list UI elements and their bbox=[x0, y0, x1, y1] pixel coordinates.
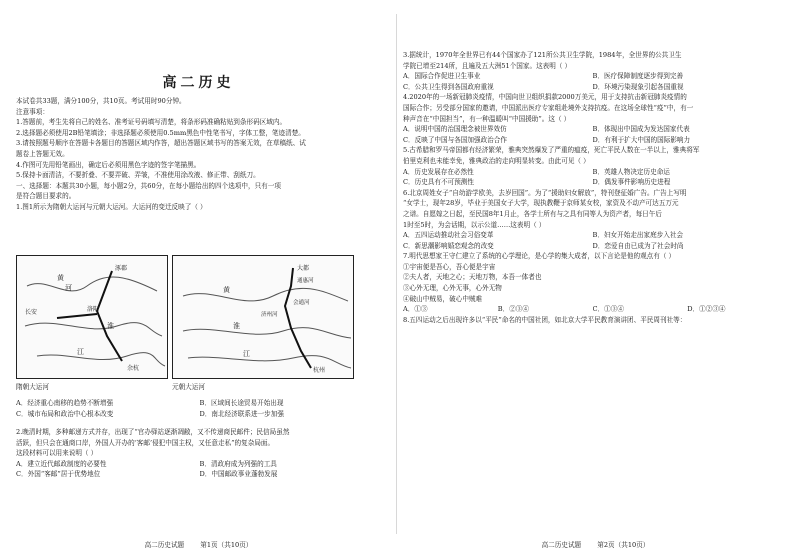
question-line: 6.北京周姓女子“自幼游学欧美，去岁回国”。为了“援助妇女解放”，特刊登征婚广告。广告上写明 bbox=[403, 188, 687, 197]
map-caption: 元朝大运河 bbox=[172, 383, 205, 391]
option: A．①③ bbox=[403, 305, 428, 314]
option-row bbox=[16, 398, 383, 409]
footer-page-number: 第2页（共10页） bbox=[597, 541, 650, 549]
question-line: 伯里克利也未能幸免，雅典政治的走向明显转变。由此可见（ ） bbox=[403, 156, 590, 165]
canal-maps bbox=[16, 255, 384, 393]
option: C．外国“客邮”居于优势地位 bbox=[16, 470, 101, 479]
map-caption: 隋朝大运河 bbox=[16, 383, 49, 391]
page-footer bbox=[397, 539, 794, 549]
map-label: 黄 bbox=[223, 286, 230, 294]
option: D．①②③④ bbox=[687, 305, 726, 314]
option: D．有利于扩大中国的国际影响力 bbox=[592, 135, 691, 144]
question-line: 活跃，但只会在通商口岸，外国人开办的‘客邮’侵犯中国主权，又任意走私”的复杂局面。 bbox=[16, 438, 275, 447]
right-questions bbox=[397, 50, 794, 325]
map-label: 洛阳 bbox=[87, 306, 100, 313]
question-line: ③心外无理，心外无事，心外无物 bbox=[403, 284, 502, 293]
question-line: 5.古希腊和罗马帝国都有经济繁荣，雅典突然爆发了严重的瘟疫，死亡平民人数在一半以上，雅典将军 bbox=[403, 146, 700, 155]
map-label: 涿郡 bbox=[115, 265, 128, 272]
question-line: 4.2020年的一场新冠肺炎疫情，中国向世卫组织捐款2000万美元，用于支持抗击新冠肺炎疫情的 bbox=[403, 93, 687, 102]
intro-line: 本试卷共33题，满分100分，共10页。考试用时90分钟。 bbox=[16, 97, 186, 105]
option-row bbox=[403, 230, 782, 241]
option: B．体现出中国成为发达国家代表 bbox=[592, 125, 690, 134]
option-row bbox=[403, 167, 782, 178]
option: D．中国邮政事业蓬勃发展 bbox=[199, 470, 278, 479]
question-line: 种声音在“中国担当”，有一种温暖叫“中国援助”。这（ ） bbox=[403, 114, 571, 123]
option-row bbox=[16, 459, 383, 470]
option-row bbox=[403, 241, 782, 252]
question-1-options bbox=[0, 398, 397, 419]
option: C．历史具有不可预测性 bbox=[403, 178, 474, 187]
question-line: 2.晚清时期，多种邮递方式并存，出现了“官办驿站逐渐凋敝，又不传递商民邮件；民信局虽然 bbox=[16, 428, 290, 436]
question-line: 这段材料可以用来说明（ ） bbox=[16, 449, 98, 458]
footer-page-number: 第1页（共10页） bbox=[200, 541, 253, 549]
map-label: 江 bbox=[77, 348, 84, 356]
map-label: 大都 bbox=[297, 265, 310, 272]
footer-title: 高二历史试题 bbox=[144, 541, 185, 549]
exam-instructions bbox=[0, 96, 397, 213]
option: B．区域间长途贸易开始出现 bbox=[199, 399, 284, 407]
option: D．南北经济联系进一步加强 bbox=[199, 409, 284, 418]
map-label: 淮 bbox=[107, 322, 114, 330]
option: B．妇女开始走出家庭步入社会 bbox=[592, 231, 684, 240]
page-footer bbox=[0, 539, 397, 549]
question-line: ②夫人者，天地之心；天地万物，本吾一体者也 bbox=[403, 273, 542, 282]
intro-line: 3.请按照题号顺序在答题卡各题目的答题区域内作答，超出答题区域书写的答案无效，在草稿纸、试 bbox=[16, 139, 306, 148]
option: A．建立近代邮政制度的必要性 bbox=[16, 459, 107, 468]
option: A．经济重心南移的趋势不断增强 bbox=[16, 399, 114, 407]
question-line: 1时至5时，为会话期，以示公道……这表明（ ） bbox=[403, 220, 546, 229]
option: B．清政府成为列强的工具 bbox=[199, 459, 277, 468]
map-label: 淮 bbox=[233, 322, 240, 330]
option: D．环境污染现象引起各国重视 bbox=[592, 82, 684, 91]
option: A．历史发展存在必然性 bbox=[403, 167, 474, 176]
map-label: 会通河 bbox=[293, 300, 310, 306]
sui-canal-map-graphic bbox=[17, 256, 167, 378]
map-label: 河 bbox=[65, 284, 72, 292]
yuan-canal-map-graphic bbox=[173, 256, 353, 378]
option: C．反映了中国与各国加强政治合作 bbox=[403, 135, 507, 144]
intro-line: 题卷上答题无效。 bbox=[16, 149, 69, 158]
intro-line: 注意事项： bbox=[16, 107, 49, 116]
intro-line: 1.答题前，考生先将自己的姓名、准考证号码填写清楚，将条形码准确粘贴到条形码区域内。 bbox=[16, 118, 287, 127]
question-line: 8.五四运动之后出现许多以“平民”命名的中国社团，如北京大学平民教育演讲团、平民周刊社等： bbox=[403, 315, 687, 324]
option: C．城市布局和政治中心根本改变 bbox=[16, 409, 114, 418]
map-label: 黄 bbox=[57, 274, 64, 282]
option: A．五四运动推动社会习俗变革 bbox=[403, 231, 494, 240]
option: C．①③④ bbox=[592, 305, 624, 314]
question-line: 学院已增至214所，且遍及五大洲51个国家。这表明（ ） bbox=[403, 61, 572, 70]
intro-line: 4.作图可先用铅笔画出，确定后必须用黑色字迹的签字笔描黑。 bbox=[16, 160, 201, 169]
question-1-stem: 1.图1所示为隋朝大运河与元朝大运河。大运河的变迁反映了（ ） bbox=[16, 202, 207, 211]
option: C．公共卫生得到各国政府重视 bbox=[403, 82, 494, 91]
option-row bbox=[403, 177, 782, 188]
option: D．恋爱自由已成为了社会时尚 bbox=[592, 241, 684, 250]
intro-line: 一、选择题：本题共30小题，每小题2分，共60分，在每小题给出的四个选项中，只有一项 bbox=[16, 181, 281, 190]
page-title: 高二历史 bbox=[162, 75, 235, 91]
question-line: 之谱。自愿嫁之日起，至民国8年1月止，各学士所有与之具有同等人为资产者，每日午后 bbox=[403, 209, 662, 218]
option-row bbox=[16, 409, 383, 420]
footer-title: 高二历史试题 bbox=[541, 541, 582, 549]
question-line: 3.据统计，1970年全世界已有44个国家办了121所公共卫生学院，1984年，全世界的公共卫生 bbox=[403, 51, 682, 59]
option-row bbox=[403, 124, 782, 135]
option-row bbox=[16, 469, 383, 480]
question-2 bbox=[0, 427, 397, 480]
sui-canal-map bbox=[16, 255, 168, 379]
question-line: ①宇宙便是吾心，吾心便是宇宙 bbox=[403, 262, 496, 271]
question-line: 7.明代思想家王守仁建立了系统的心学理论，是心学的集大成者，以下言论是他的观点有（ ） bbox=[403, 252, 676, 261]
map-label: 长安 bbox=[25, 309, 38, 316]
option-row bbox=[403, 71, 782, 82]
intro-line: 是符合题目要求的。 bbox=[16, 192, 76, 201]
option: D．偶发事件影响历史进程 bbox=[592, 178, 671, 187]
question-line: “女学士，现年28岁，毕业于美国女子大学，现执教鞭于京师某女校，家资及不动产可达五万元 bbox=[403, 199, 679, 208]
map-label: 通惠河 bbox=[297, 278, 314, 284]
option: B．医疗保障制度逐步得到完善 bbox=[592, 72, 684, 81]
question-line: ④破山中贼易，破心中贼难 bbox=[403, 294, 483, 303]
question-line: 国际合作；另受部分国家的邀请，中国派出医疗专家组赴境外支持抗疫。在这场全球性“疫”中，有一 bbox=[403, 103, 694, 112]
option-row bbox=[403, 135, 782, 146]
map-label: 济州河 bbox=[261, 312, 278, 318]
map-label: 余杭 bbox=[127, 365, 140, 372]
map-label: 杭州 bbox=[313, 367, 326, 374]
right-page bbox=[397, 0, 794, 560]
option: B．②③④ bbox=[497, 305, 529, 314]
intro-line: 5.保持卡面清洁，不要折叠、不要弄破、弄皱，不准使用涂改液、修正带、刮纸刀。 bbox=[16, 171, 260, 180]
intro-line: 2.选择题必须使用2B铅笔填涂；非选择题必须使用0.5mm黑色中性笔书写，字体工整，笔迹清楚。 bbox=[16, 128, 305, 137]
option: C．新思潮影响婚恋观念的改变 bbox=[403, 241, 494, 250]
map-label: 江 bbox=[243, 350, 250, 358]
yuan-canal-map bbox=[172, 255, 354, 379]
option: A．说明中国的治国理念被世界效仿 bbox=[403, 125, 507, 134]
option-row bbox=[403, 304, 782, 315]
option: A．国际合作促进卫生事业 bbox=[403, 72, 481, 81]
option: B．英雄人物决定历史命运 bbox=[592, 167, 670, 176]
option-row bbox=[403, 82, 782, 93]
